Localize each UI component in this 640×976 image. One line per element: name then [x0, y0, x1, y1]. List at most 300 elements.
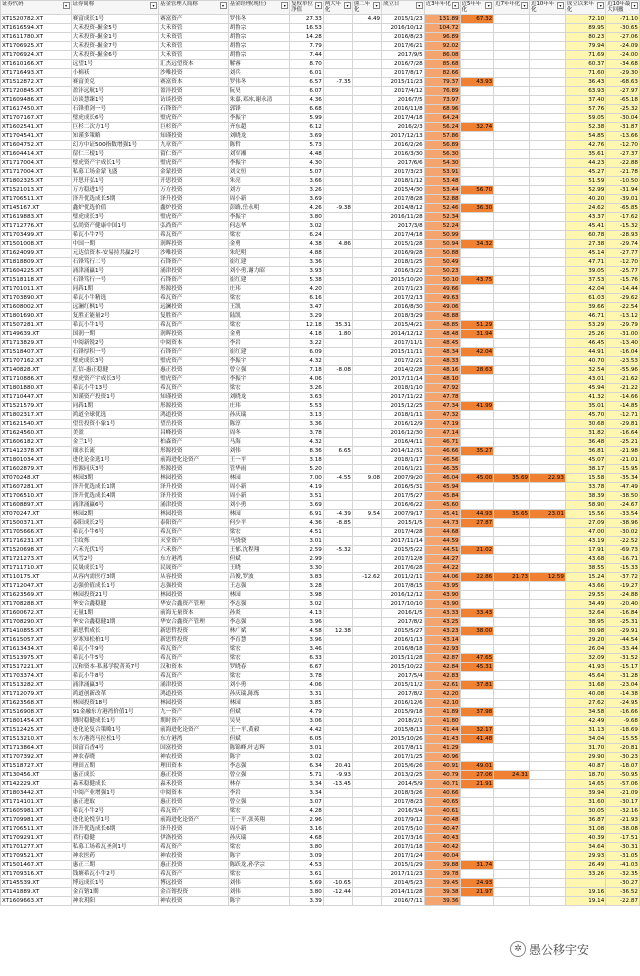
table-cell[interactable]: -23.04	[606, 681, 640, 690]
column-header[interactable]	[382, 1, 425, 15]
table-cell[interactable]: 润晖投资	[159, 240, 229, 249]
table-cell[interactable]: 44.73	[424, 519, 460, 528]
table-cell[interactable]: 3.83	[290, 573, 324, 582]
table-cell[interactable]: 4.13	[290, 609, 324, 618]
table-cell[interactable]	[530, 87, 566, 96]
table-cell[interactable]	[494, 294, 530, 303]
table-cell[interactable]: 3.80	[290, 213, 324, 222]
table-cell[interactable]: 惠正投资	[159, 861, 229, 870]
table-cell[interactable]: 76.89	[424, 87, 460, 96]
table-cell[interactable]: 44.68	[424, 528, 460, 537]
table-cell[interactable]: -31.87	[606, 123, 640, 132]
table-cell[interactable]	[460, 33, 494, 42]
table-cell[interactable]: 39.38	[424, 888, 460, 897]
table-cell[interactable]: 3.39	[290, 897, 324, 906]
table-cell[interactable]: 石锋资产	[159, 105, 229, 114]
table-cell[interactable]: -21.93	[606, 816, 640, 825]
table-cell[interactable]	[494, 312, 530, 321]
table-cell[interactable]: 27.09	[565, 519, 605, 528]
table-cell[interactable]: -14.66	[606, 393, 640, 402]
table-cell[interactable]: -32.16	[606, 807, 640, 816]
table-cell[interactable]	[530, 744, 566, 753]
table-cell[interactable]: 2017/2/13	[382, 294, 425, 303]
table-cell[interactable]: 访谈投资	[159, 96, 229, 105]
table-cell[interactable]: XT1608897.XT	[1, 501, 72, 510]
table-cell[interactable]	[460, 303, 494, 312]
table-cell[interactable]	[323, 564, 352, 573]
table-cell[interactable]	[352, 402, 381, 411]
table-cell[interactable]: 82.66	[424, 69, 460, 78]
table-cell[interactable]: 68.96	[424, 105, 460, 114]
table-cell[interactable]: XT1705666.XT	[1, 528, 72, 537]
table-cell[interactable]	[352, 249, 381, 258]
table-cell[interactable]: 2016/5/31	[382, 483, 425, 492]
table-cell[interactable]: XT1714101.XT	[1, 798, 72, 807]
table-cell[interactable]: 40.70	[565, 357, 605, 366]
table-cell[interactable]: XT1801034.XT	[1, 456, 72, 465]
table-cell[interactable]: 53.91	[424, 168, 460, 177]
table-cell[interactable]	[352, 870, 381, 879]
table-cell[interactable]: 42.49	[565, 717, 605, 726]
table-cell[interactable]: -4.39	[323, 510, 352, 519]
table-cell[interactable]: 36.87	[565, 816, 605, 825]
table-cell[interactable]	[494, 240, 530, 249]
table-cell[interactable]	[323, 393, 352, 402]
table-cell[interactable]: 2015/11/2	[382, 681, 425, 690]
table-cell[interactable]: XT1520698.XT	[1, 546, 72, 555]
table-cell[interactable]: 16.53	[290, 24, 324, 33]
table-cell[interactable]: 45.31	[460, 663, 494, 672]
table-cell[interactable]	[530, 249, 566, 258]
filter-dropdown-icon[interactable]: ▾	[597, 2, 604, 9]
table-cell[interactable]	[323, 258, 352, 267]
table-cell[interactable]: 金兰1号	[71, 438, 158, 447]
table-cell[interactable]	[494, 411, 530, 420]
table-cell[interactable]: 陈宇	[228, 852, 290, 861]
table-cell[interactable]: 林园投资18号	[71, 699, 158, 708]
table-cell[interactable]	[323, 357, 352, 366]
table-cell[interactable]: 希瓦小牛1号	[71, 321, 158, 330]
table-cell[interactable]	[323, 834, 352, 843]
filter-dropdown-icon[interactable]: ▾	[557, 2, 564, 9]
table-cell[interactable]: XT1709316.XT	[1, 870, 72, 879]
table-cell[interactable]	[352, 447, 381, 456]
table-cell[interactable]: 48.16	[424, 366, 460, 375]
table-cell[interactable]: XT1716231.XT	[1, 537, 72, 546]
table-cell[interactable]: 6.91	[290, 510, 324, 519]
table-cell[interactable]: 80.23	[565, 33, 605, 42]
table-cell[interactable]: 私募工场希瓦圣剑1号	[71, 843, 158, 852]
table-cell[interactable]	[494, 384, 530, 393]
table-cell[interactable]	[530, 537, 566, 546]
table-cell[interactable]: 新思哲投资	[159, 627, 229, 636]
table-cell[interactable]: 2016/3/22	[382, 267, 425, 276]
table-cell[interactable]	[323, 870, 352, 879]
table-cell[interactable]: 璧虎资产宇成长3号	[71, 375, 158, 384]
table-cell[interactable]: XT1717004.XT	[1, 159, 72, 168]
table-cell[interactable]: 44.59	[424, 537, 460, 546]
table-cell[interactable]: 华安合鑫稳健	[71, 600, 158, 609]
table-cell[interactable]: 30.98	[565, 627, 605, 636]
table-cell[interactable]: XT1707392.XT	[1, 753, 72, 762]
table-cell[interactable]	[494, 348, 530, 357]
table-cell[interactable]	[323, 114, 352, 123]
table-cell[interactable]: 2016/7/28	[382, 60, 425, 69]
table-cell[interactable]	[323, 852, 352, 861]
table-cell[interactable]: 4.51	[290, 528, 324, 537]
table-cell[interactable]	[494, 654, 530, 663]
table-cell[interactable]: 3.80	[290, 888, 324, 897]
table-cell[interactable]	[460, 141, 494, 150]
table-cell[interactable]: XT1604225.XT	[1, 267, 72, 276]
table-cell[interactable]	[460, 177, 494, 186]
table-cell[interactable]: XT1507281.XT	[1, 321, 72, 330]
table-cell[interactable]: 解睿	[228, 60, 290, 69]
table-cell[interactable]: 泽升优选成长5期	[71, 195, 158, 204]
table-cell[interactable]: 2018/2/1	[382, 717, 425, 726]
table-cell[interactable]: 2016/2/3	[382, 123, 425, 132]
table-cell[interactable]	[565, 879, 605, 888]
table-cell[interactable]	[460, 60, 494, 69]
table-cell[interactable]: 79.37	[424, 78, 460, 87]
table-cell[interactable]: 3.07	[290, 798, 324, 807]
table-cell[interactable]: XT1720845.XT	[1, 87, 72, 96]
table-cell[interactable]: 李志强	[228, 762, 290, 771]
table-cell[interactable]: 56.70	[460, 186, 494, 195]
table-cell[interactable]	[323, 861, 352, 870]
table-cell[interactable]	[530, 276, 566, 285]
table-cell[interactable]: 3.69	[290, 132, 324, 141]
table-cell[interactable]	[530, 348, 566, 357]
table-cell[interactable]: 46.71	[424, 438, 460, 447]
table-cell[interactable]	[323, 33, 352, 42]
table-cell[interactable]	[530, 60, 566, 69]
table-cell[interactable]: 泽升投资	[159, 825, 229, 834]
table-cell[interactable]: 周小新	[228, 195, 290, 204]
table-cell[interactable]: 大禾投资-掘金5号	[71, 24, 158, 33]
table-cell[interactable]: 44.27	[424, 555, 460, 564]
table-cell[interactable]	[352, 420, 381, 429]
table-cell[interactable]: 36.30	[460, 204, 494, 213]
table-cell[interactable]: -20.81	[606, 744, 640, 753]
table-cell[interactable]: 同犇1期	[71, 285, 158, 294]
table-cell[interactable]	[352, 186, 381, 195]
table-cell[interactable]: -30.65	[606, 24, 640, 33]
table-cell[interactable]: 25.26	[565, 330, 605, 339]
table-cell[interactable]	[323, 132, 352, 141]
table-cell[interactable]: -30.04	[606, 114, 640, 123]
table-cell[interactable]: 柏森资产	[159, 438, 229, 447]
table-cell[interactable]: 40.79	[424, 771, 460, 780]
table-cell[interactable]: 大禾资管	[159, 33, 229, 42]
table-cell[interactable]: XT1706511.XT	[1, 825, 72, 834]
table-cell[interactable]	[530, 177, 566, 186]
table-cell[interactable]: 金百镕投资	[159, 888, 229, 897]
table-cell[interactable]: 璧虎资产	[159, 357, 229, 366]
table-cell[interactable]	[352, 843, 381, 852]
table-cell[interactable]: 36.43	[565, 78, 605, 87]
table-cell[interactable]: -25.21	[606, 438, 640, 447]
table-cell[interactable]	[530, 69, 566, 78]
table-cell[interactable]: 15.58	[565, 474, 605, 483]
table-cell[interactable]	[460, 501, 494, 510]
table-cell[interactable]: 希瓦资产	[159, 654, 229, 663]
table-cell[interactable]	[530, 321, 566, 330]
table-cell[interactable]	[494, 321, 530, 330]
table-cell[interactable]	[352, 321, 381, 330]
table-cell[interactable]: 弘尚资产健康中国1号	[71, 222, 158, 231]
table-cell[interactable]: 璧虎成长3号	[71, 213, 158, 222]
table-cell[interactable]	[352, 744, 381, 753]
table-cell[interactable]	[323, 672, 352, 681]
table-cell[interactable]: 43.95	[424, 582, 460, 591]
table-cell[interactable]: XT1608002.XT	[1, 303, 72, 312]
table-cell[interactable]	[494, 546, 530, 555]
table-cell[interactable]: 2015/4/30	[382, 186, 425, 195]
table-cell[interactable]: 4.20	[290, 285, 324, 294]
table-cell[interactable]	[460, 843, 494, 852]
table-cell[interactable]: XT1518118.XT	[1, 276, 72, 285]
table-cell[interactable]: 盈沣投资	[159, 87, 229, 96]
table-cell[interactable]: 志强价值成长1号	[71, 582, 158, 591]
table-cell[interactable]: XT1708288.XT	[1, 600, 72, 609]
table-cell[interactable]: 4.36	[290, 519, 324, 528]
table-cell[interactable]	[352, 789, 381, 798]
table-cell[interactable]	[494, 24, 530, 33]
table-cell[interactable]	[352, 168, 381, 177]
table-cell[interactable]: -33.44	[606, 645, 640, 654]
table-cell[interactable]	[352, 879, 381, 888]
table-cell[interactable]: 40.65	[424, 798, 460, 807]
table-cell[interactable]	[323, 897, 352, 906]
table-cell[interactable]: XT1617450.XT	[1, 105, 72, 114]
table-cell[interactable]: 40.39	[565, 834, 605, 843]
table-cell[interactable]: 进化论复合策略1号	[71, 726, 158, 735]
table-cell[interactable]	[530, 96, 566, 105]
table-cell[interactable]	[352, 690, 381, 699]
table-cell[interactable]	[352, 699, 381, 708]
table-cell[interactable]	[530, 213, 566, 222]
table-cell[interactable]: 璧虎成长6号	[71, 114, 158, 123]
table-cell[interactable]	[494, 69, 530, 78]
table-cell[interactable]: 44.22	[424, 564, 460, 573]
table-cell[interactable]: 28.63	[460, 366, 494, 375]
table-cell[interactable]: 4.53	[290, 861, 324, 870]
table-cell[interactable]	[323, 384, 352, 393]
table-cell[interactable]: 2014/11/28	[382, 888, 425, 897]
table-cell[interactable]	[323, 591, 352, 600]
table-cell[interactable]	[460, 789, 494, 798]
table-cell[interactable]	[460, 375, 494, 384]
table-cell[interactable]: 47.34	[424, 402, 460, 411]
table-cell[interactable]	[494, 780, 530, 789]
table-cell[interactable]: 孙炎	[228, 609, 290, 618]
table-cell[interactable]	[352, 438, 381, 447]
filter-dropdown-icon[interactable]: ▾	[315, 2, 322, 9]
table-cell[interactable]: 2015/10/20	[382, 276, 425, 285]
table-cell[interactable]	[460, 105, 494, 114]
table-cell[interactable]: 岁寒知松柏1号	[71, 636, 158, 645]
table-cell[interactable]	[323, 618, 352, 627]
table-cell[interactable]: 巨杉资产	[159, 123, 229, 132]
table-cell[interactable]	[352, 87, 381, 96]
table-cell[interactable]: 林园投资	[159, 474, 229, 483]
table-cell[interactable]	[352, 834, 381, 843]
table-cell[interactable]: 30.05	[565, 807, 605, 816]
table-cell[interactable]: 林园	[228, 474, 290, 483]
table-cell[interactable]: 3.63	[290, 393, 324, 402]
table-cell[interactable]: 43.68	[565, 555, 605, 564]
table-cell[interactable]	[323, 213, 352, 222]
table-cell[interactable]: 大禾投资-掘金7号	[71, 42, 158, 51]
table-cell[interactable]: 3.01	[290, 537, 324, 546]
table-cell[interactable]: 石锋笃行一号	[71, 276, 158, 285]
table-cell[interactable]	[352, 537, 381, 546]
table-cell[interactable]: 华安合鑫稳健1期	[71, 618, 158, 627]
table-cell[interactable]	[352, 33, 381, 42]
table-cell[interactable]: 40.87	[565, 762, 605, 771]
table-cell[interactable]: 3.02	[290, 222, 324, 231]
table-cell[interactable]	[352, 285, 381, 294]
table-cell[interactable]: 20.41	[323, 762, 352, 771]
table-cell[interactable]	[352, 888, 381, 897]
table-cell[interactable]: 79.94	[565, 42, 605, 51]
filter-dropdown-icon[interactable]: ▾	[485, 2, 492, 9]
table-cell[interactable]: 36.48	[565, 438, 605, 447]
table-cell[interactable]: 3.47	[290, 303, 324, 312]
table-cell[interactable]: 40.66	[424, 789, 460, 798]
table-cell[interactable]: 35.69	[494, 474, 530, 483]
column-header[interactable]	[424, 1, 460, 15]
table-cell[interactable]	[494, 159, 530, 168]
table-cell[interactable]: 64.24	[424, 114, 460, 123]
table-cell[interactable]: 9.54	[352, 510, 381, 519]
table-cell[interactable]: -9.38	[323, 204, 352, 213]
table-cell[interactable]: 29.90	[565, 753, 605, 762]
table-cell[interactable]: -29.81	[606, 420, 640, 429]
table-cell[interactable]: 71.60	[565, 69, 605, 78]
table-cell[interactable]: 齐东超	[228, 123, 290, 132]
table-cell[interactable]: 2014/5/23	[382, 879, 425, 888]
table-cell[interactable]: XT1624099.XT	[1, 249, 72, 258]
table-cell[interactable]: 31.70	[565, 744, 605, 753]
table-cell[interactable]	[530, 231, 566, 240]
table-cell[interactable]: XT130456.XT	[1, 771, 72, 780]
table-cell[interactable]: 12.18	[290, 321, 324, 330]
table-cell[interactable]: 盈沣远航1号	[71, 87, 158, 96]
table-cell[interactable]: 3.51	[290, 492, 324, 501]
table-cell[interactable]: XT1706924.XT	[1, 51, 72, 60]
table-cell[interactable]: 31.74	[460, 861, 494, 870]
table-cell[interactable]: 38.39	[565, 492, 605, 501]
table-cell[interactable]: 汇信-惠正稳健	[71, 366, 158, 375]
table-cell[interactable]	[323, 816, 352, 825]
table-cell[interactable]	[323, 267, 352, 276]
table-cell[interactable]: 7.44	[290, 51, 324, 60]
table-cell[interactable]: 17.91	[565, 546, 605, 555]
table-cell[interactable]: 3.96	[290, 618, 324, 627]
table-cell[interactable]: 52.24	[424, 222, 460, 231]
table-cell[interactable]	[352, 735, 381, 744]
table-cell[interactable]: -38.50	[606, 492, 640, 501]
table-cell[interactable]	[352, 456, 381, 465]
table-cell[interactable]	[530, 591, 566, 600]
table-cell[interactable]: -8.08	[323, 366, 352, 375]
table-cell[interactable]: 中阅资本	[159, 789, 229, 798]
table-cell[interactable]	[352, 762, 381, 771]
table-cell[interactable]	[460, 852, 494, 861]
table-cell[interactable]: 40.04	[424, 852, 460, 861]
table-cell[interactable]	[460, 465, 494, 474]
table-cell[interactable]: 39.88	[424, 861, 460, 870]
table-cell[interactable]: 鸿道创新改革	[71, 690, 158, 699]
table-cell[interactable]	[323, 195, 352, 204]
table-cell[interactable]: 5.73	[290, 141, 324, 150]
table-cell[interactable]: 3.36	[290, 258, 324, 267]
table-cell[interactable]	[494, 528, 530, 537]
table-cell[interactable]: 3.96	[290, 636, 324, 645]
table-cell[interactable]	[460, 690, 494, 699]
table-cell[interactable]	[460, 636, 494, 645]
table-cell[interactable]: XT1704541.XT	[1, 132, 72, 141]
table-cell[interactable]: 3.46	[290, 645, 324, 654]
table-cell[interactable]	[494, 132, 530, 141]
table-cell[interactable]: 6.01	[290, 69, 324, 78]
table-cell[interactable]: XT1623569.XT	[1, 591, 72, 600]
table-cell[interactable]: 42.76	[565, 141, 605, 150]
table-cell[interactable]	[352, 564, 381, 573]
table-cell[interactable]: 刘伟	[228, 879, 290, 888]
table-cell[interactable]: 3.36	[290, 420, 324, 429]
filter-dropdown-icon[interactable]: ▾	[281, 2, 288, 9]
table-cell[interactable]: XT1701277.XT	[1, 843, 72, 852]
table-cell[interactable]	[460, 312, 494, 321]
table-cell[interactable]: -18.69	[606, 726, 640, 735]
table-cell[interactable]: 大禾投资-掘金6号	[71, 51, 158, 60]
table-cell[interactable]: 89.95	[565, 24, 605, 33]
table-cell[interactable]: 璧虎资产	[159, 375, 229, 384]
table-cell[interactable]: 陈淳	[228, 420, 290, 429]
table-cell[interactable]: 但斌	[228, 708, 290, 717]
table-cell[interactable]: 63.93	[565, 87, 605, 96]
table-cell[interactable]	[494, 870, 530, 879]
table-cell[interactable]: 45.94	[424, 483, 460, 492]
table-cell[interactable]: XT1706510.XT	[1, 492, 72, 501]
table-cell[interactable]: 金蒙投资	[159, 168, 229, 177]
table-cell[interactable]: 2015/5/27	[382, 627, 425, 636]
table-cell[interactable]	[460, 870, 494, 879]
table-cell[interactable]	[530, 339, 566, 348]
table-cell[interactable]	[323, 159, 352, 168]
table-cell[interactable]: 33.78	[565, 483, 605, 492]
table-cell[interactable]: 3.78	[290, 429, 324, 438]
table-cell[interactable]: 44.23	[565, 159, 605, 168]
table-cell[interactable]	[460, 222, 494, 231]
table-cell[interactable]: 留仁资产	[159, 150, 229, 159]
table-cell[interactable]: 41.48	[460, 735, 494, 744]
table-cell[interactable]: 希瓦小牛7号	[71, 231, 158, 240]
table-cell[interactable]	[352, 708, 381, 717]
table-cell[interactable]: 马骁骁	[228, 537, 290, 546]
table-cell[interactable]: 新思哲投资	[159, 636, 229, 645]
table-cell[interactable]: XT1605981.XT	[1, 807, 72, 816]
table-cell[interactable]	[494, 555, 530, 564]
table-cell[interactable]: 46.04	[424, 474, 460, 483]
table-cell[interactable]: 王一平,黄毅	[228, 726, 290, 735]
table-cell[interactable]: 王志强	[228, 582, 290, 591]
table-cell[interactable]: 43.90	[424, 591, 460, 600]
table-cell[interactable]	[530, 699, 566, 708]
